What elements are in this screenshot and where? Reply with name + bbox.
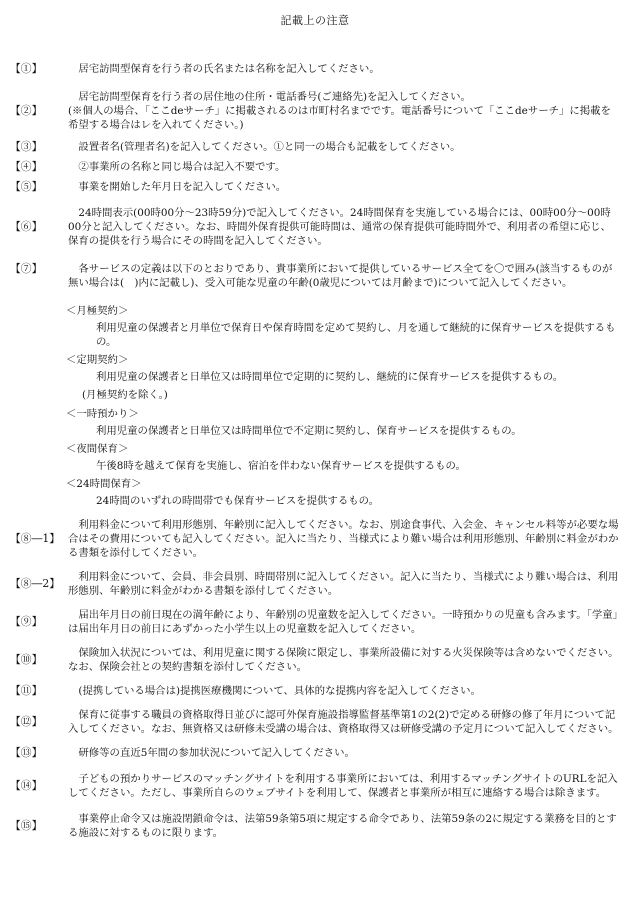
definition-body: 利用児童の保護者と日単位又は時間単位で不定期に契約し、保育サービスを提供するもの。 — [96, 425, 522, 437]
definition-body: 24時間のいずれの時間帯でも保育サービスを提供するもの。 — [96, 495, 379, 507]
definition-label: ＜一時預かり＞ — [66, 408, 139, 420]
note-number: 【⑩】 — [10, 653, 43, 666]
note-2 — [10, 90, 620, 132]
note-text: 利用料金について利用形態別、年齢別に記入してください。なお、別途食事代、入会金、キャンセル料等が必要な場合はその費用についても記入してください。記入に当たり、当様式により難い場合は利用形態別、年齢別に料金がわかる書類を添付してください。 — [68, 519, 619, 559]
note-text: 保険加入状況については、利用児童に関する保険に限定し、事業所設備に対する火災保険等は含めないでください。なお、保険会社との契約書類を添付してください。 — [68, 647, 619, 673]
note-text: (提携している場合は)提携医療機関について、具体的な提携内容を記入してください。 — [78, 685, 481, 697]
note-text: 利用料金について、会員、非会員別、時間帯別に記入してください。記入に当たり、当様式により難い場合は、利用形態別、年齢別に料金がわかる書類を添付してください。 — [68, 571, 619, 597]
definition-body: 利用児童の保護者と日単位又は時間単位で定期的に契約し、継続的に保育サービスを提供するもの。 — [96, 371, 564, 383]
note-text: 事業を開始した年月日を記入してください。 — [78, 181, 287, 193]
note-text: 研修等の直近5年間の参加状況について記入してください。 — [78, 747, 355, 759]
note-number: 【⑫】 — [10, 715, 43, 728]
note-number: 【④】 — [10, 160, 43, 173]
note-9 — [10, 608, 620, 636]
note-number: 【⑭】 — [10, 779, 43, 792]
note-number: 【⑧―1】 — [10, 532, 61, 545]
note-13 — [10, 746, 620, 760]
note-8-2 — [10, 570, 620, 598]
note-text: 居宅訪問型保育を行う者の氏名または名称を記入してください。 — [78, 63, 380, 75]
note-number: 【①】 — [10, 62, 43, 75]
note-number: 【⑥】 — [10, 220, 43, 233]
note-number: 【⑨】 — [10, 615, 43, 628]
note-number: 【⑤】 — [10, 180, 43, 193]
note-5 — [10, 180, 620, 194]
note-text: 24時間表示(00時00分～23時59分)で記入してください。24時間保育を実施している場合には、00時00分～00時00分と記入してください。なお、時間外保育提供可能時間は、通常の保育提供可能時間外で、利用者の希望に応じ、保育の提供を行う場合にその時間を記入してください。 — [68, 207, 611, 247]
note-text: 居宅訪問型保育を行う者の居住地の住所・電話番号(ご連絡先)を記入してください。 — [78, 91, 471, 103]
note-4 — [10, 160, 620, 174]
definition-label: ＜24時間保育＞ — [66, 478, 142, 490]
note-number: 【⑬】 — [10, 746, 43, 759]
definition-label: ＜月極契約＞ — [66, 305, 129, 317]
note-8-1 — [10, 518, 620, 560]
definition-label: ＜夜間保育＞ — [66, 443, 129, 455]
note-6 — [10, 206, 620, 248]
note-text-supplement: (※個人の場合、「ここdeサーチ」に掲載されるのは市町村名までです。電話番号について「ここdeサーチ」に掲載を希望する場合はレを入れてください。) — [68, 105, 611, 131]
note-text: 事業停止命令又は施設閉鎖命令は、法第59条第5項に規定する命令であり、法第59条の2に規定する業務を目的とする施設に対するものに限ります。 — [68, 813, 617, 839]
note-text: ②事業所の名称と同じ場合は記入不要です。 — [78, 161, 286, 173]
note-10 — [10, 646, 620, 674]
note-14 — [10, 772, 620, 800]
page-title: 記載上の注意 — [280, 14, 350, 27]
definition-label: ＜定期契約＞ — [66, 354, 129, 366]
note-1 — [10, 62, 620, 76]
note-7 — [10, 262, 620, 518]
note-number: 【⑮】 — [10, 819, 43, 832]
note-number: 【⑦】 — [10, 262, 43, 275]
definition-body: 午後8時を越えて保育を実施し、宿泊を伴わない保育サービスを提供するもの。 — [96, 460, 466, 472]
note-text: 届出年月日の前日現在の満年齢により、年齢別の児童数を記入してください。一時預かりの児童も含みます。「学童」は届出年月日の前日にあずかった小学生以上の児童数を記入してください。 — [68, 609, 618, 635]
note-number: 【⑪】 — [10, 684, 43, 697]
note-text: 設置者名(管理者名)を記入してください。①と同一の場合も記載をしてください。 — [78, 141, 461, 153]
note-text: 子どもの預かりサービスのマッチングサイトを利用する事業所においては、利用するマッチングサイトのURLを記入してください。ただし、事業所自らのウェブサイトを利用して、保護者と事業所が相互に連絡する場合は除きます。 — [68, 773, 618, 799]
note-text: 保育に従事する職員の資格取得日並びに認可外保育施設指導監督基準第1の2(2)で定める研修の修了年月について記入してください。なお、無資格又は研修未受講の場合は、資格取得又は研修受講の予定月について記入してください。 — [68, 709, 619, 735]
note-number: 【③】 — [10, 140, 43, 153]
note-15 — [10, 812, 620, 840]
note-number: 【②】 — [10, 104, 43, 117]
definition-body: 利用児童の保護者と月単位で保育日や保育時間を定めて契約し、月を通して継続的に保育サービスを提供するもの。 — [96, 322, 616, 348]
note-number: 【⑧―2】 — [10, 577, 61, 590]
note-3 — [10, 140, 620, 154]
note-text: 各サービスの定義は以下のとおりであり、貴事業所において提供しているサービス全てを〇で囲み(該当するものが無い場合は( )内に記載し)、受入可能な児童の年齢(0歳児については月齢まで)について記入してください。 — [68, 263, 613, 289]
note-11 — [10, 684, 620, 698]
service-definitions — [68, 302, 620, 518]
note-12 — [10, 708, 620, 736]
definition-note: (月極契約を除く。) — [82, 389, 168, 401]
